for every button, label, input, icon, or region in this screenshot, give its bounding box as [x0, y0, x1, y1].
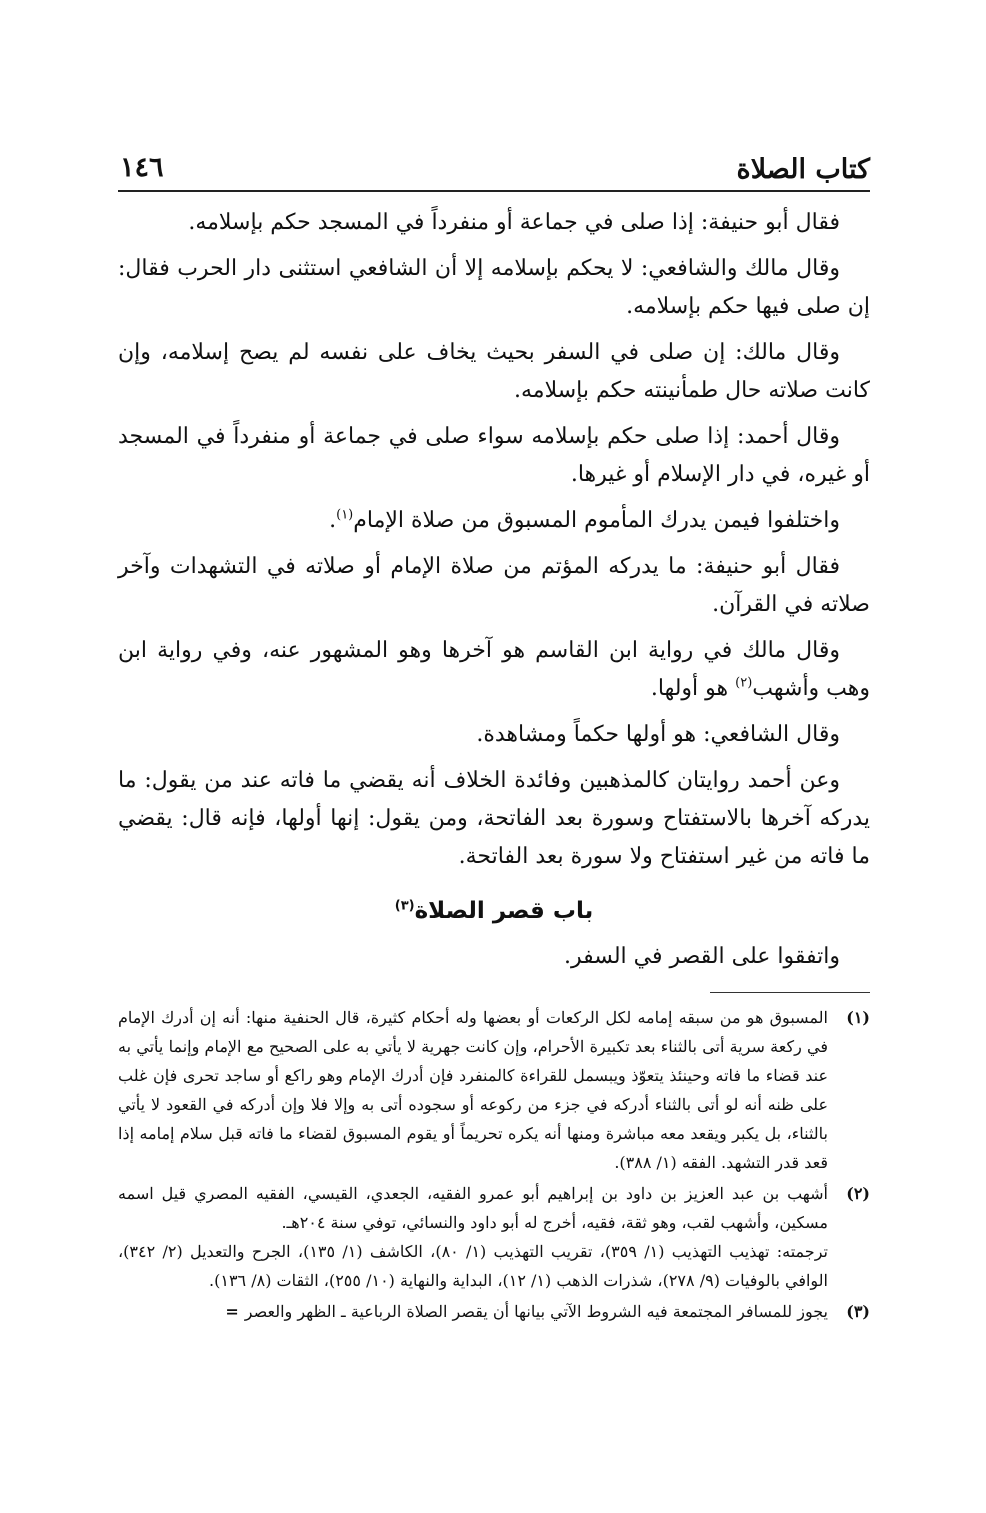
book-page	[118, 150, 870, 1328]
paragraph: فقال أبو حنيفة: ما يدركه المؤتم من صلاة الإمام أو صلاته في التشهدات وآخر صلاته في القرآن.	[118, 554, 870, 617]
chapter-title: باب قصر الصلاة	[414, 898, 594, 924]
page-header	[118, 150, 870, 192]
footnote-number: (٢)	[846, 1184, 870, 1203]
paragraph: وقال مالك: إن صلى في السفر بحيث يخاف على نفسه لم يصح إسلامه، وإن كانت صلاته حال طمأنينته حكم بإسلامه.	[118, 340, 870, 403]
paragraph: وقال الشافعي: هو أولها حكماً ومشاهدة.	[476, 722, 840, 747]
paragraph: وعن أحمد روايتان كالمذهبين وفائدة الخلاف أنه يقضي ما فاته عند من يقول: ما يدركه آخرها بالاستفتاح وسورة بعد الفاتحة، ومن يقول: إنها أولها، فإنه قال: يقضي ما فاته من غير استفتاح ولا سورة بعد الفاتحة.	[118, 768, 870, 869]
paragraph-text: وقال مالك في رواية ابن القاسم هو آخرها وهو المشهور عنه، وفي رواية ابن وهب وأشهب	[118, 638, 870, 701]
footnote-reference: (٢)	[735, 675, 753, 691]
paragraph: وقال أحمد: إذا صلى حكم بإسلامه سواء صلى في جماعة أو منفرداً في المسجد أو غيره، في دار الإسلام أو غيرها.	[118, 424, 870, 487]
footnote-line	[118, 1297, 828, 1326]
continuation-mark: =	[225, 1302, 239, 1321]
footnote	[118, 1003, 870, 1177]
paragraph: فقال أبو حنيفة: إذا صلى في جماعة أو منفرداً في المسجد حكم بإسلامه.	[188, 210, 840, 235]
footnote-line: المسبوق هو من سبقه إمامه لكل الركعات أو بعضها وله أحكام كثيرة، قال الحنفية منها: أنه إن أدرك الإمام في ركعة سرية أتى بالثناء بعد تكبيرة الأحرام، وإن كانت جهرية لا يأتي به على الصحيح مع الإمام وإنما يأتي به عند قضاء ما فاته وحينئذ يتعوّذ ويبسمل للقراءة كالمنفرد فإن أدرك الإمام وهو راكع أو ساجد تحرى فإن غلب على ظنه أنه لو أتى بالثناء أدركه في جزء من ركوعه أو سجوده أتى به وإلا فلا وإن أدركه في القعود لا يأتي بالثناء، بل يكبر ويقعد معه مباشرة ومنها أنه يكره تحريماً أو يقوم المسبوق لقضاء ما فاته قبل سلام إمامه إذا قعد قدر التشهد. الفقه (١/ ٣٨٨).	[118, 1008, 829, 1172]
footnote	[118, 1297, 870, 1326]
footnote-separator	[710, 992, 870, 993]
footnote-line-text: يجوز للمسافر المجتمعة فيه الشروط الآتي بيانها أن يقصر الصلاة الرباعية ـ الظهر والعصر	[244, 1302, 828, 1321]
footnote-line: أشهب بن عبد العزيز بن داود بن إبراهيم أبو عمرو الفقيه، الجعدي، القيسي، الفقيه المصري قيل اسمه مسكين، وأشهب لقب، وهو ثقة، فقيه، أخرج له أبو داود والنسائي، توفي سنة ٢٠٤هـ.	[118, 1184, 828, 1232]
footnote	[118, 1179, 870, 1295]
footnote-number: (٣)	[846, 1302, 870, 1321]
paragraph-text: واختلفوا فيمن يدرك المأموم المسبوق من صلاة الإمام	[353, 508, 840, 533]
chapter-heading	[118, 892, 870, 930]
footnote-text	[118, 1179, 828, 1295]
footnote-line: ترجمته: تهذيب التهذيب (١/ ٣٥٩)، تقريب التهذيب (١/ ٨٠)، الكاشف (١/ ١٣٥)، الجرح والتعديل (٢/ ٣٤٢)، الوافي بالوفيات (٩/ ٢٧٨)، شذرات الذهب (١/ ١٢)، البداية والنهاية (١٠/ ٢٥٥)، الثقات (٨/ ١٣٦).	[118, 1242, 828, 1290]
footnote-number: (١)	[846, 1008, 870, 1027]
footnote-reference: (١)	[336, 507, 354, 523]
page-number: ١٤٦	[120, 152, 164, 183]
paragraph: واتفقوا على القصر في السفر.	[563, 944, 840, 969]
paragraph	[118, 502, 870, 540]
running-title: كتاب الصلاة	[736, 154, 870, 185]
main-text	[118, 204, 870, 976]
paragraph: وقال مالك والشافعي: لا يحكم بإسلامه إلا أن الشافعي استثنى دار الحرب فقال: إن صلى فيها حكم بإسلامه.	[118, 256, 870, 319]
paragraph	[118, 632, 870, 708]
footnote-text	[118, 1297, 828, 1326]
footnote-text	[118, 1003, 828, 1177]
paragraph-end: .	[329, 508, 337, 533]
paragraph-end: هو أولها.	[650, 676, 736, 701]
footnote-reference: (٣)	[394, 898, 415, 914]
footnotes	[118, 1003, 870, 1326]
